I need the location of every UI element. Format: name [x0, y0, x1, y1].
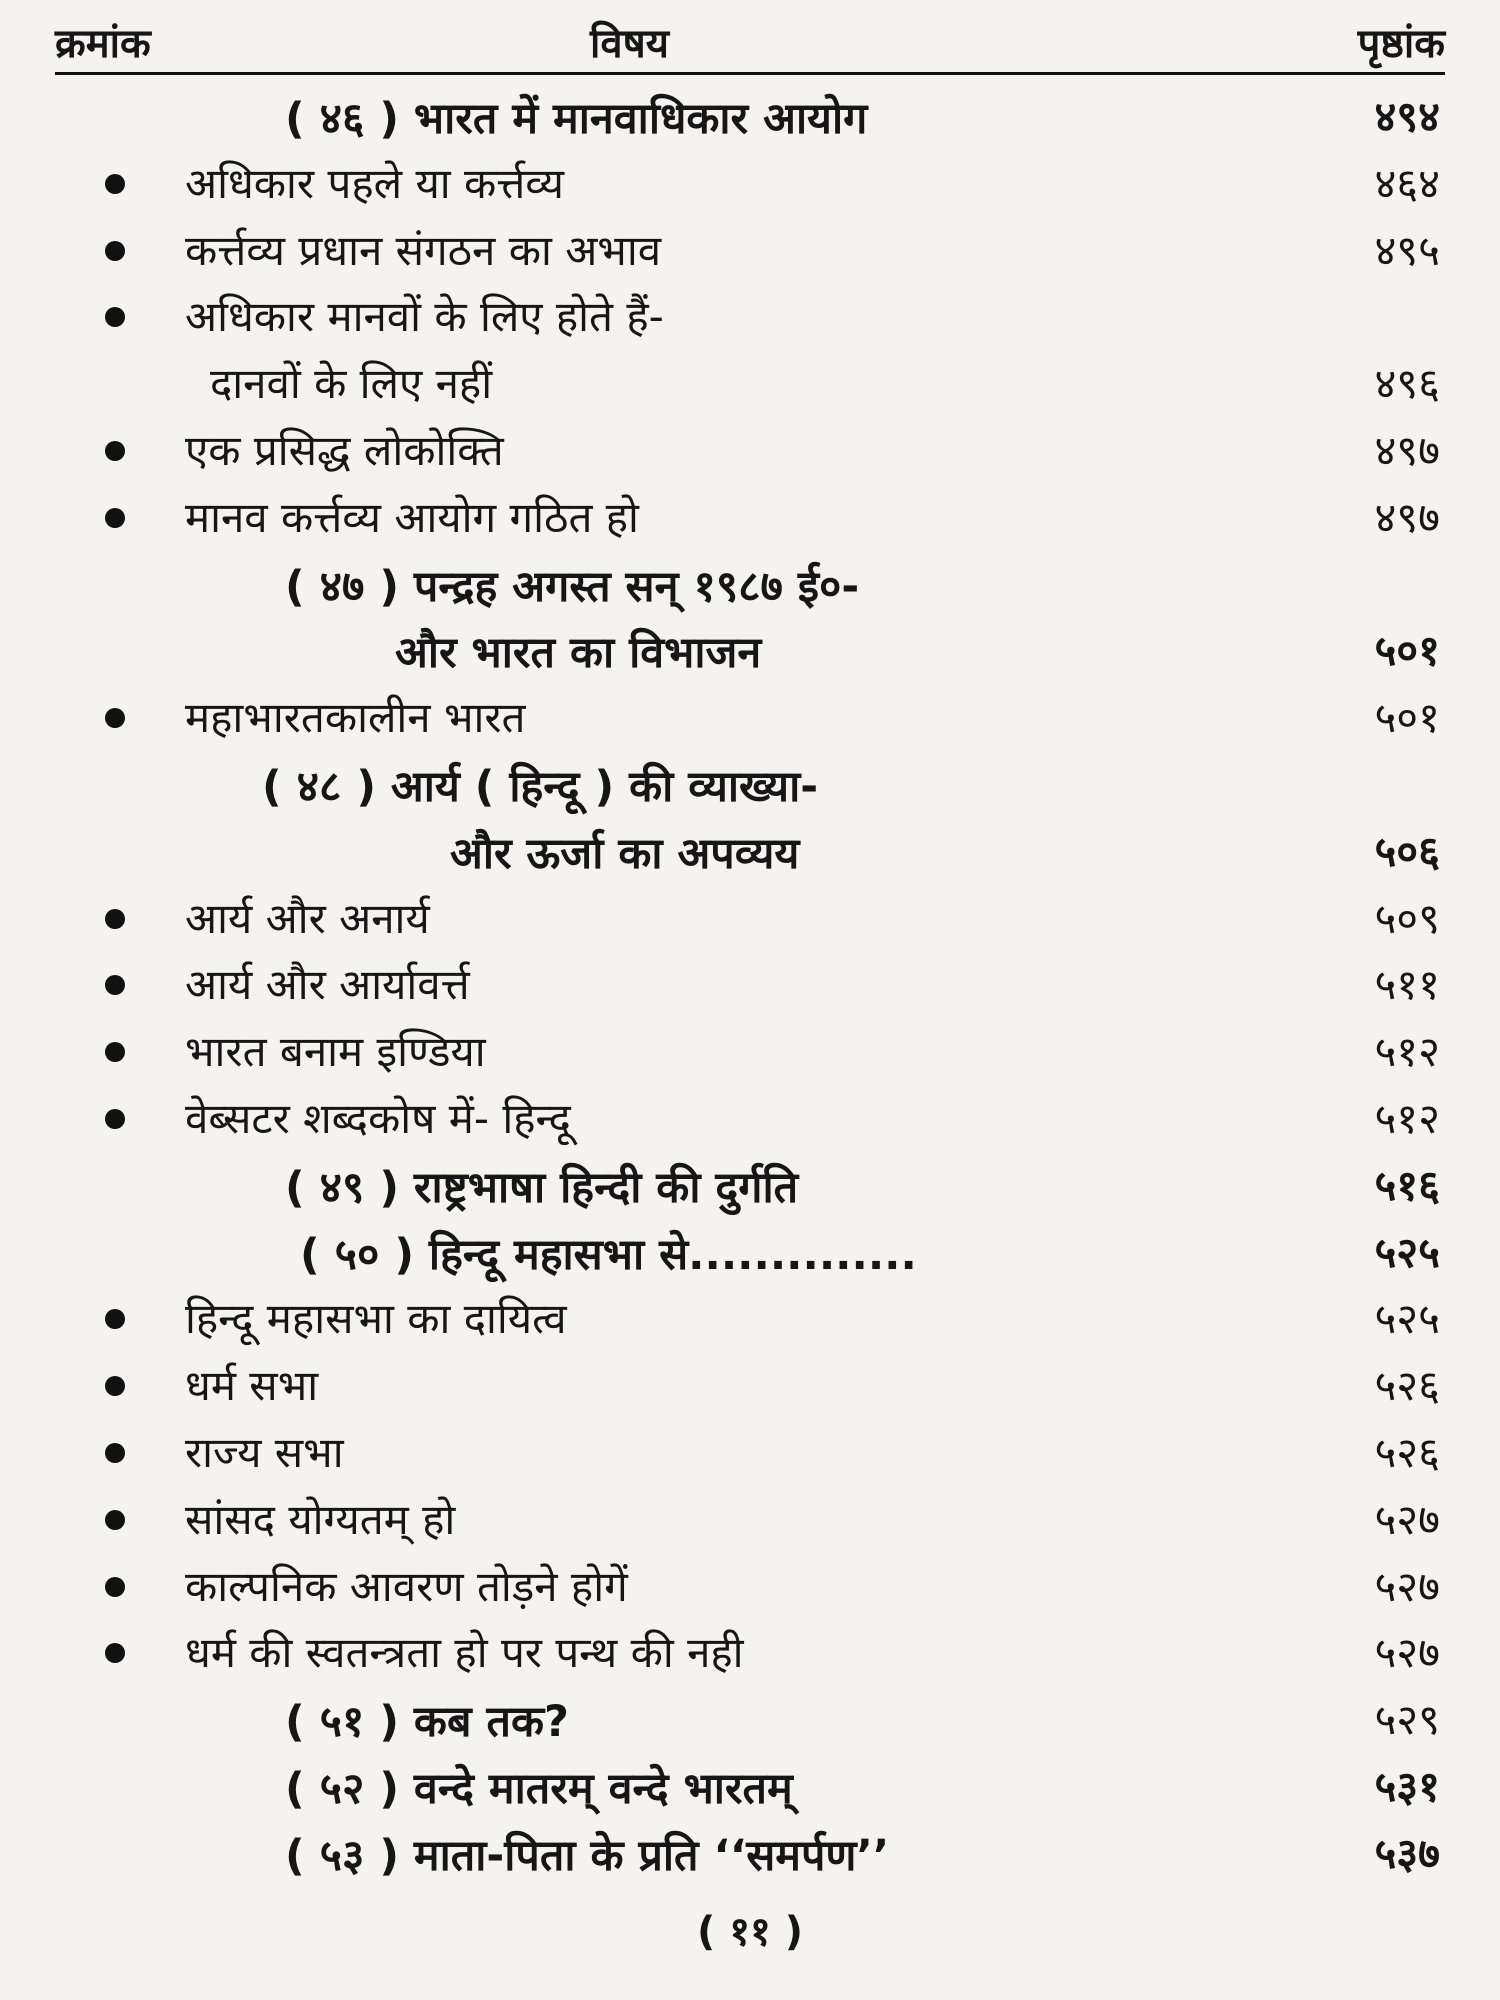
- page-number: ४९७: [1374, 425, 1440, 475]
- item-title: काल्पनिक आवरण तोड़ने होगें: [185, 1561, 628, 1611]
- section-row-continuation: [0, 812, 1500, 879]
- section-title: ( ५० ) हिन्दू महासभा से..............: [300, 1229, 917, 1280]
- page-number: ५०१: [1374, 626, 1440, 676]
- list-item: [0, 678, 1500, 745]
- list-item: [0, 945, 1500, 1012]
- page-number: ५०१: [1374, 693, 1440, 743]
- item-title: अधिकार मानवों के लिए होते हैं-: [185, 292, 664, 342]
- item-title: वेब्सटर शब्दकोष में- हिन्दू: [185, 1093, 571, 1143]
- page-folio: ( ११ ): [696, 1909, 803, 1955]
- page-number: ५२५: [1374, 1227, 1440, 1277]
- page-number: ५०६: [1374, 826, 1440, 876]
- section-title: और भारत का विभाजन: [395, 628, 762, 679]
- bullet-icon: [105, 241, 125, 261]
- page-number: ५२७: [1374, 1494, 1440, 1544]
- section-title: ( ५१ ) कब तक?: [285, 1697, 569, 1748]
- page-number: ५२५: [1374, 1294, 1440, 1344]
- item-title: कर्त्तव्य प्रधान संगठन का अभाव: [185, 225, 662, 275]
- section-title: ( ४७ ) पन्द्रह अगस्त सन् १९८७ ई०-: [285, 561, 860, 612]
- section-row: [0, 1747, 1500, 1814]
- page-number: ५१२: [1374, 1027, 1440, 1077]
- section-title: ( ५२ ) वन्दे मातरम् वन्दे भारतम्: [285, 1763, 793, 1814]
- item-title: एक प्रसिद्ध लोकोक्ति: [185, 425, 504, 475]
- list-item: [0, 478, 1500, 545]
- list-item: [0, 1547, 1500, 1614]
- section-row: [0, 545, 1500, 612]
- bullet-icon: [105, 1309, 125, 1329]
- page-number: ४९७: [1374, 492, 1440, 542]
- bullet-icon: [105, 1443, 125, 1463]
- section-row-continuation: [0, 611, 1500, 678]
- list-item: [0, 1346, 1500, 1413]
- item-title: आर्य और आर्यावर्त्त: [185, 960, 470, 1010]
- item-title: आर्य और अनार्य: [185, 893, 430, 943]
- page-number: ५२७: [1374, 1628, 1440, 1678]
- bullet-icon: [105, 1042, 125, 1062]
- item-title: अधिकार पहले या कर्त्तव्य: [185, 158, 565, 208]
- item-title: भारत बनाम इण्डिया: [185, 1027, 486, 1077]
- bullet-icon: [105, 1376, 125, 1396]
- bullet-icon: [105, 1109, 125, 1129]
- bullet-icon: [105, 441, 125, 461]
- bullet-icon: [105, 174, 125, 194]
- list-item: [0, 1012, 1500, 1079]
- bullet-icon: [105, 909, 125, 929]
- bullet-icon: [105, 708, 125, 728]
- page-number: ४९६: [1374, 359, 1440, 409]
- bullet-icon: [105, 307, 125, 327]
- section-row: [0, 745, 1500, 812]
- section-title: ( ४८ ) आर्य ( हिन्दू ) की व्याख्या-: [262, 761, 819, 812]
- page-number: ५२७: [1374, 1561, 1440, 1611]
- list-item: [0, 879, 1500, 946]
- header-rule: [55, 72, 1445, 75]
- list-item: [0, 1079, 1500, 1146]
- page-number: ५११: [1374, 960, 1440, 1010]
- contents-list: [0, 77, 1500, 1881]
- page-number: ५३७: [1374, 1828, 1440, 1878]
- item-title: हिन्दू महासभा का दायित्व: [185, 1294, 567, 1344]
- header-serial: क्रमांक: [55, 21, 151, 67]
- page-number: ४६४: [1374, 158, 1440, 208]
- page-number: ५०९: [1374, 893, 1440, 943]
- item-title: दानवों के लिए नहीं: [210, 359, 493, 409]
- item-title: धर्म सभा: [185, 1361, 319, 1411]
- section-row: [0, 77, 1500, 144]
- header-page: पृष्ठांक: [1357, 21, 1445, 67]
- list-item: [0, 1279, 1500, 1346]
- list-item: [0, 1480, 1500, 1547]
- bullet-icon: [105, 1643, 125, 1663]
- header-subject: विषय: [590, 21, 669, 67]
- list-item: [0, 1613, 1500, 1680]
- section-title: ( ४९ ) राष्ट्रभाषा हिन्दी की दुर्गति: [285, 1162, 799, 1213]
- list-item: [0, 1413, 1500, 1480]
- item-title: राज्य सभा: [185, 1427, 344, 1477]
- item-title: सांसद योग्यतम् हो: [185, 1494, 456, 1544]
- list-item: [0, 277, 1500, 344]
- page-number: ५२६: [1374, 1427, 1440, 1477]
- page-number: ५१२: [1374, 1093, 1440, 1143]
- section-title: ( ४६ ) भारत में मानवाधिकार आयोग: [285, 94, 868, 144]
- page-number: ५३१: [1374, 1761, 1440, 1811]
- table-header: [55, 10, 1445, 70]
- list-item: [0, 144, 1500, 211]
- section-title: ( ५३ ) माता-पिता के प्रति ‘‘समर्पण’’: [285, 1830, 890, 1881]
- list-item-continuation: [0, 344, 1500, 411]
- section-title: और ऊर्जा का अपव्यय: [450, 828, 800, 879]
- list-item: [0, 211, 1500, 278]
- bullet-icon: [105, 975, 125, 995]
- page-number: ५२९: [1374, 1695, 1440, 1745]
- list-item: [0, 411, 1500, 478]
- section-row: [0, 1146, 1500, 1213]
- item-title: मानव कर्त्तव्य आयोग गठित हो: [185, 492, 639, 542]
- item-title: धर्म की स्वतन्त्रता हो पर पन्थ की नही: [185, 1628, 744, 1678]
- section-row: [0, 1213, 1500, 1280]
- section-row: [0, 1680, 1500, 1747]
- bullet-icon: [105, 508, 125, 528]
- bullet-icon: [105, 1510, 125, 1530]
- page-number: ४९५: [1374, 225, 1440, 275]
- page-number: ४९४: [1374, 92, 1440, 141]
- section-row: [0, 1814, 1500, 1881]
- bullet-icon: [105, 1577, 125, 1597]
- page-number: ५१६: [1374, 1160, 1440, 1210]
- item-title: महाभारतकालीन भारत: [185, 693, 526, 743]
- page-number: ५२६: [1374, 1361, 1440, 1411]
